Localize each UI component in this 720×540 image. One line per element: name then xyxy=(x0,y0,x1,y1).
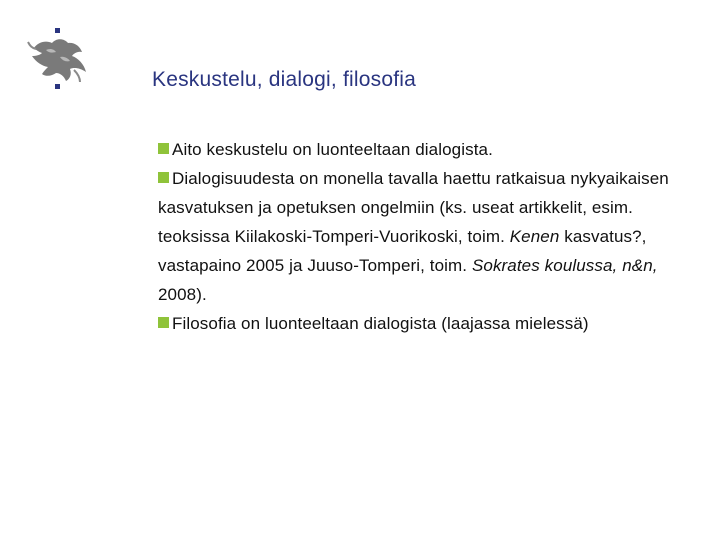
bullet-text-segment: Sokrates koulussa, n&n, xyxy=(471,256,658,275)
bullet-marker-icon xyxy=(158,172,169,183)
bullet-item xyxy=(158,135,678,164)
bullet-item xyxy=(158,309,678,338)
bullet-marker-icon xyxy=(158,317,169,328)
bullet-text-segment: Filosofia on luonteeltaan dialogista (laajassa mielessä) xyxy=(172,314,589,333)
bullet-text-segment: kasvatus?, vastapaino 2005 ja Juuso-Tomperi, toim. xyxy=(158,227,647,275)
bullet-list xyxy=(158,135,678,338)
bullet-text-segment: Kenen xyxy=(509,227,560,246)
bullet-item xyxy=(158,164,678,309)
slide-title: Keskustelu, dialogi, filosofia xyxy=(152,68,416,91)
bullet-text-segment: Aito keskustelu on luonteeltaan dialogista. xyxy=(172,140,493,159)
bullet-text-segment: Dialogisuudesta on monella tavalla haettu ratkaisua nykyaikaisen kasvatuksen ja opetuksen ongelmiin (ks. useat artikkelit, esim. teoksissa Kiilakoski-Tomperi-Vuorikoski, toim. xyxy=(158,169,669,246)
bullet-marker-icon xyxy=(158,143,169,154)
bullet-text-segment: 2008). xyxy=(158,285,207,304)
university-of-helsinki-logo-icon xyxy=(24,26,90,96)
